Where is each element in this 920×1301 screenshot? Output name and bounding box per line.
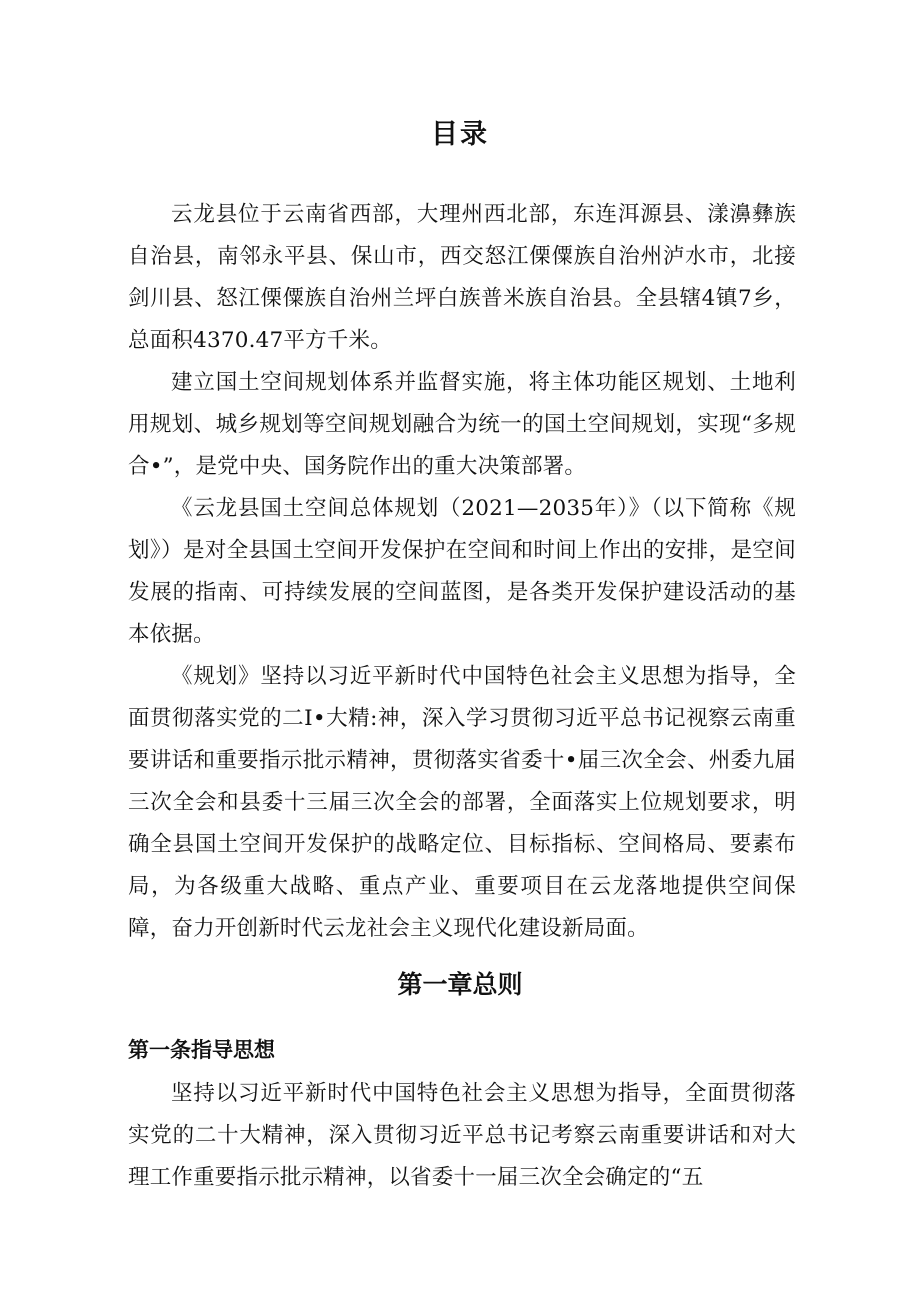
- article-paragraph: 坚持以习近平新时代中国特色社会主义思想为指导，全面贯彻落实党的二十大精神，深入贯彻习近平总书记考察云南重要讲话和对大理工作重要指示批示精神，以省委十一届三次全会确定的“五: [128, 1081, 796, 1190]
- intro-paragraph-planning-system: 建立国土空间规划体系并监督实施，将主体功能区规划、土地利用规划、城乡规划等空间规划融合为统一的国土空间规划，实现“多规合•”，是党中央、国务院作出的重大决策部署。: [128, 370, 796, 479]
- intro-paragraph-plan-definition: 《云龙县国土空间总体规划（2021—2035年）》（以下简称《规划》）是对全县国土空间开发保护在空间和时间上作出的安排，是空间发展的指南、可持续发展的空间蓝图，是各类开发保护建设活动的基本依据。: [128, 496, 796, 647]
- chapter-title: 第一章总则: [397, 970, 523, 999]
- intro-paragraph-guiding: 《规划》坚持以习近平新时代中国特色社会主义思想为指导，全面贯彻落实党的二I•大精:神，深入学习贯彻习近平总书记视察云南重要讲话和重要指示批示精神，贯彻落实省委十•届三次全会、州委九届三次全会和县委十三届三次全会的部署，全面落实上位规划要求，明确全县国土空间开发保护的战略定位、目标指标、空间格局、要素布局，为各级重大战略、重点产业、重要项目在云龙落地提供空间保障，奋力开创新时代云龙社会主义现代化建设新局面。: [128, 664, 796, 941]
- page-title: 目录: [431, 119, 489, 150]
- article-title: 第一条指导思想: [128, 1038, 275, 1062]
- intro-paragraph-location: 云龙县位于云南省西部，大理州西北部，东连洱源县、漾濞彝族自治县，南邻永平县、保山市，西交怒江傈僳族自治州泸水市，北接剑川县、怒江傈僳族自治州兰坪白族普米族自治县。全县辖4镇7乡，总面积4370.47平方千米。: [128, 202, 796, 353]
